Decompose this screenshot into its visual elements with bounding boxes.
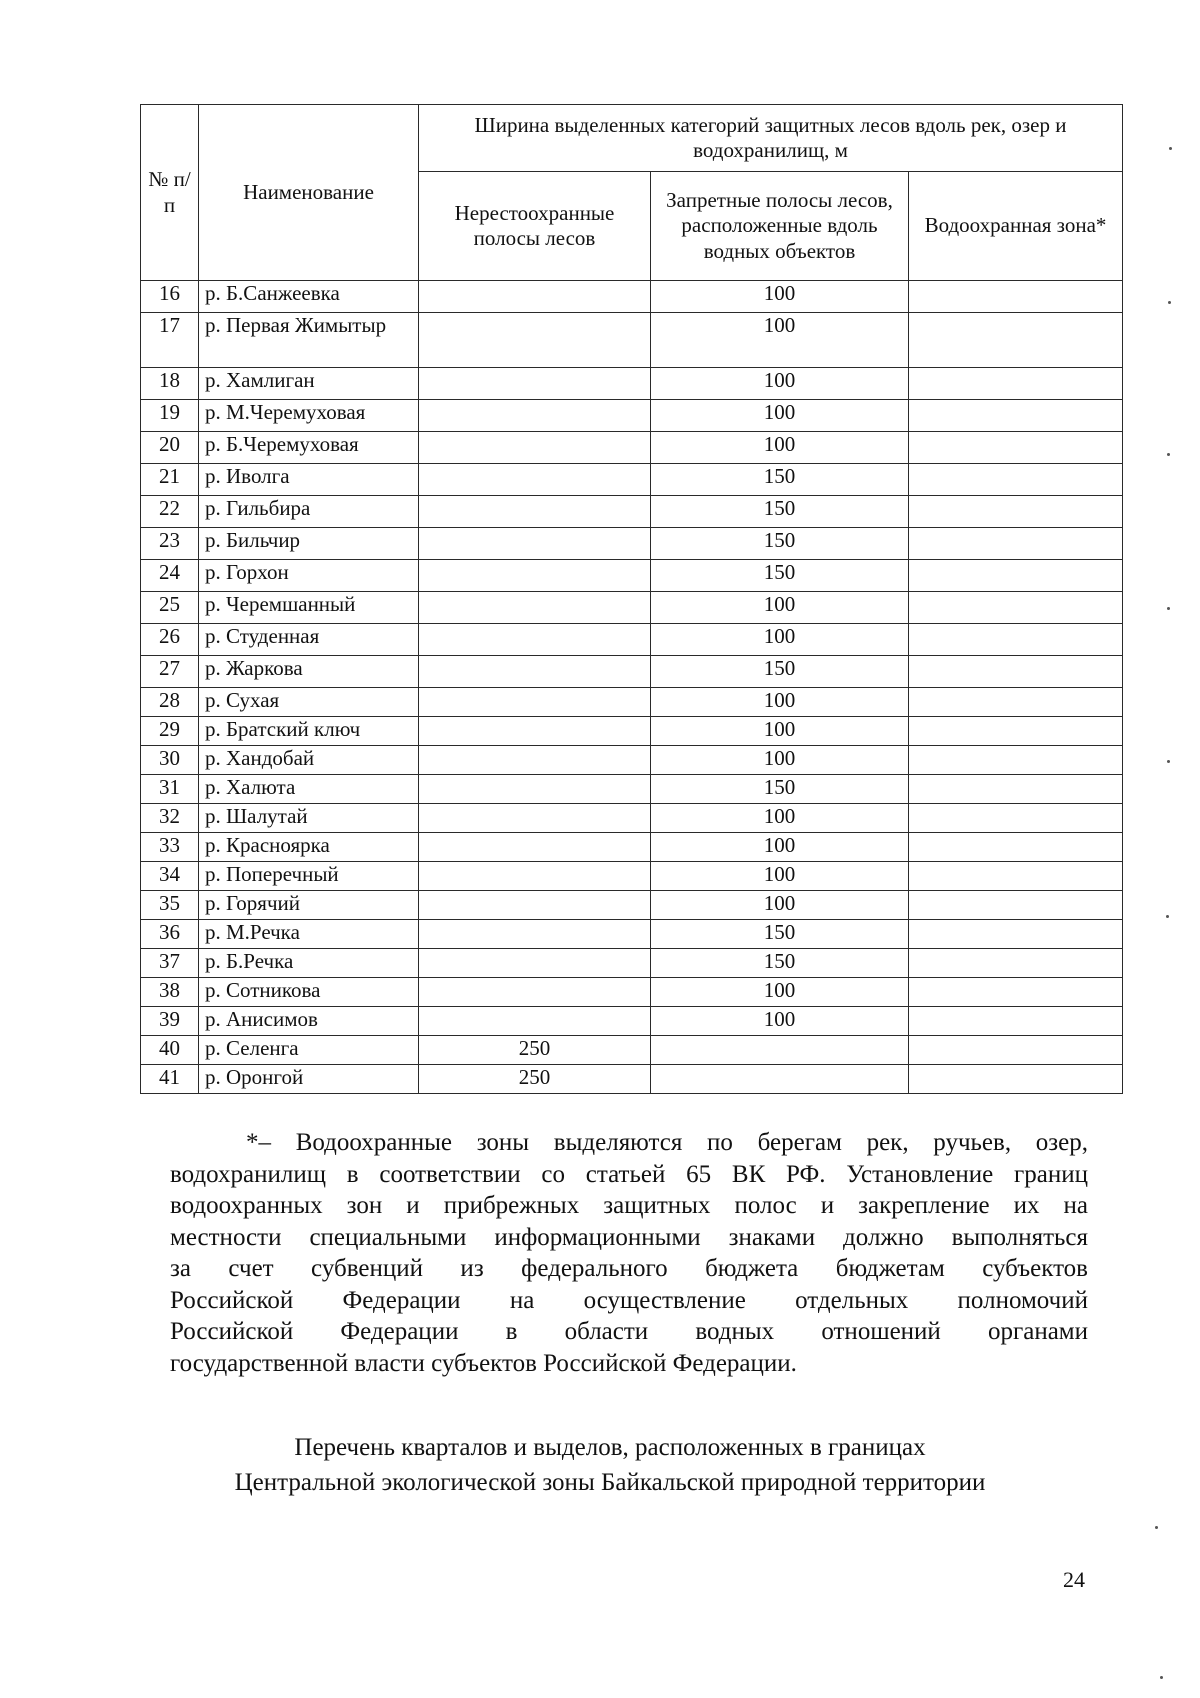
row-number-cell: 26 (141, 624, 199, 656)
scan-speck (1155, 1526, 1158, 1529)
table-row (141, 400, 1123, 432)
row-number-cell: 28 (141, 688, 199, 717)
row-number-cell: 29 (141, 717, 199, 746)
row-number-cell: 34 (141, 862, 199, 891)
prohibited-strip-cell (651, 1065, 909, 1094)
water-protection-cell (909, 281, 1123, 313)
table-row (141, 833, 1123, 862)
prohibited-strip-cell: 100 (651, 833, 909, 862)
prohibited-strip-cell: 150 (651, 920, 909, 949)
row-number-cell: 30 (141, 746, 199, 775)
river-name-cell: р. Оронгой (199, 1065, 419, 1094)
prohibited-strip-cell: 100 (651, 688, 909, 717)
water-protection-cell (909, 400, 1123, 432)
river-name-cell: р. Б.Санжеевка (199, 281, 419, 313)
table-row (141, 775, 1123, 804)
row-number-cell: 21 (141, 464, 199, 496)
table-row (141, 717, 1123, 746)
table-row (141, 496, 1123, 528)
prohibited-strip-cell: 100 (651, 368, 909, 400)
row-number-cell: 40 (141, 1036, 199, 1065)
spawning-strip-cell (419, 400, 651, 432)
prohibited-strip-cell: 100 (651, 592, 909, 624)
river-name-cell: р. Шалутай (199, 804, 419, 833)
water-protection-cell (909, 656, 1123, 688)
water-protection-cell (909, 1007, 1123, 1036)
spawning-strip-cell (419, 978, 651, 1007)
spawning-strip-cell (419, 717, 651, 746)
prohibited-strip-cell: 150 (651, 464, 909, 496)
footnote-line: государственной власти субъектов Российской Федерации. (170, 1349, 797, 1377)
river-name-cell: р. Селенга (199, 1036, 419, 1065)
table-row (141, 624, 1123, 656)
prohibited-strip-cell: 150 (651, 775, 909, 804)
spawning-strip-cell (419, 368, 651, 400)
page-number: 24 (1063, 1567, 1085, 1592)
water-protection-cell (909, 1065, 1123, 1094)
spawning-strip-cell (419, 496, 651, 528)
table-header (141, 105, 1123, 281)
spawning-strip-cell (419, 313, 651, 368)
scan-speck (1167, 453, 1170, 456)
row-number-cell: 38 (141, 978, 199, 1007)
header-prohibited-strips: Запретные полосы лесов, расположенные вдоль водных объектов (651, 172, 909, 281)
scan-speck (1160, 1676, 1163, 1679)
table-row (141, 368, 1123, 400)
table-row (141, 1007, 1123, 1036)
prohibited-strip-cell: 100 (651, 717, 909, 746)
river-name-cell: р. Красноярка (199, 833, 419, 862)
table-row (141, 1036, 1123, 1065)
footnote-line: водоохранных зон и прибрежных защитных полос и закрепление их на (170, 1192, 1088, 1219)
water-protection-cell (909, 804, 1123, 833)
prohibited-strip-cell: 150 (651, 496, 909, 528)
river-name-cell: р. Горячий (199, 891, 419, 920)
row-number-cell: 35 (141, 891, 199, 920)
row-number-cell: 22 (141, 496, 199, 528)
table-row (141, 313, 1123, 368)
header-water-protection-zone: Водоохранная зона* (909, 172, 1123, 281)
water-protection-cell (909, 528, 1123, 560)
table-row (141, 746, 1123, 775)
section-heading-line: Перечень кварталов и выделов, расположенных в границах (294, 1434, 926, 1461)
spawning-strip-cell (419, 804, 651, 833)
table-row (141, 949, 1123, 978)
spawning-strip-cell (419, 688, 651, 717)
spawning-strip-cell (419, 592, 651, 624)
scan-speck (1167, 760, 1170, 763)
river-name-cell: р. Халюта (199, 775, 419, 804)
river-name-cell: р. Студенная (199, 624, 419, 656)
river-name-cell: р. Гильбира (199, 496, 419, 528)
table-row (141, 688, 1123, 717)
row-number-cell: 39 (141, 1007, 199, 1036)
river-name-cell: р. Бильчир (199, 528, 419, 560)
prohibited-strip-cell: 100 (651, 400, 909, 432)
scan-speck (1168, 301, 1171, 304)
river-name-cell: р. М.Речка (199, 920, 419, 949)
prohibited-strip-cell: 100 (651, 891, 909, 920)
row-number-cell: 23 (141, 528, 199, 560)
row-number-cell: 32 (141, 804, 199, 833)
water-protection-cell (909, 432, 1123, 464)
table-row (141, 528, 1123, 560)
river-name-cell: р. Анисимов (199, 1007, 419, 1036)
river-name-cell: р. Сухая (199, 688, 419, 717)
water-protection-cell (909, 717, 1123, 746)
spawning-strip-cell (419, 560, 651, 592)
header-number: № п/п (141, 105, 199, 281)
protective-forests-table (140, 104, 1123, 1094)
prohibited-strip-cell: 150 (651, 560, 909, 592)
spawning-strip-cell (419, 775, 651, 804)
footnote-line: за счет субвенций из федерального бюджета бюджетам субъектов (170, 1255, 1088, 1282)
row-number-cell: 41 (141, 1065, 199, 1094)
spawning-strip-cell (419, 891, 651, 920)
river-name-cell: р. Хандобай (199, 746, 419, 775)
footnote-line: местности специальными информационными знаками должно выполняться (170, 1223, 1088, 1251)
prohibited-strip-cell: 100 (651, 1007, 909, 1036)
table-row (141, 920, 1123, 949)
row-number-cell: 37 (141, 949, 199, 978)
spawning-strip-cell (419, 1007, 651, 1036)
section-heading (130, 1430, 1090, 1500)
river-name-cell: р. М.Черемуховая (199, 400, 419, 432)
water-protection-cell (909, 891, 1123, 920)
row-number-cell: 33 (141, 833, 199, 862)
row-number-cell: 19 (141, 400, 199, 432)
row-number-cell: 20 (141, 432, 199, 464)
row-number-cell: 24 (141, 560, 199, 592)
water-protection-cell (909, 592, 1123, 624)
table-row (141, 656, 1123, 688)
table-row (141, 862, 1123, 891)
water-protection-cell (909, 688, 1123, 717)
water-protection-cell (909, 949, 1123, 978)
spawning-strip-cell (419, 528, 651, 560)
water-protection-cell (909, 920, 1123, 949)
water-protection-cell (909, 560, 1123, 592)
spawning-strip-cell (419, 281, 651, 313)
water-protection-cell (909, 862, 1123, 891)
spawning-strip-cell: 250 (419, 1065, 651, 1094)
water-protection-cell (909, 313, 1123, 368)
prohibited-strip-cell: 100 (651, 281, 909, 313)
river-name-cell: р. Первая Жимытыр (199, 313, 419, 368)
table-row (141, 891, 1123, 920)
prohibited-strip-cell: 100 (651, 804, 909, 833)
footnote-line: Российской Федерации на осуществление отдельных полномочий (170, 1286, 1088, 1314)
water-protection-cell (909, 1036, 1123, 1065)
spawning-strip-cell: 250 (419, 1036, 651, 1065)
row-number-cell: 18 (141, 368, 199, 400)
prohibited-strip-cell: 100 (651, 313, 909, 368)
row-number-cell: 16 (141, 281, 199, 313)
table-row (141, 464, 1123, 496)
river-name-cell: р. Сотникова (199, 978, 419, 1007)
row-number-cell: 36 (141, 920, 199, 949)
scan-speck (1169, 147, 1172, 150)
prohibited-strip-cell: 150 (651, 656, 909, 688)
water-protection-cell (909, 496, 1123, 528)
scan-speck (1167, 607, 1170, 610)
table-row (141, 804, 1123, 833)
spawning-strip-cell (419, 464, 651, 496)
water-protection-cell (909, 464, 1123, 496)
spawning-strip-cell (419, 624, 651, 656)
spawning-strip-cell (419, 746, 651, 775)
table-row (141, 592, 1123, 624)
spawning-strip-cell (419, 862, 651, 891)
footnote-line: водохранилищ в соответствии со статьей 65 ВК РФ. Установление границ (170, 1160, 1088, 1188)
water-protection-cell (909, 978, 1123, 1007)
spawning-strip-cell (419, 920, 651, 949)
table-row (141, 978, 1123, 1007)
row-number-cell: 31 (141, 775, 199, 804)
water-protection-cell (909, 775, 1123, 804)
river-name-cell: р. Братский ключ (199, 717, 419, 746)
table-row (141, 281, 1123, 313)
header-width-group: Ширина выделенных категорий защитных лесов вдоль рек, озер и водохранилищ, м (419, 105, 1123, 172)
table-body (141, 281, 1123, 1094)
spawning-strip-cell (419, 833, 651, 862)
river-name-cell: р. Жаркова (199, 656, 419, 688)
table-row (141, 1065, 1123, 1094)
prohibited-strip-cell: 150 (651, 949, 909, 978)
row-number-cell: 27 (141, 656, 199, 688)
prohibited-strip-cell (651, 1036, 909, 1065)
river-name-cell: р. Горхон (199, 560, 419, 592)
water-protection-cell (909, 746, 1123, 775)
header-name: Наименование (199, 105, 419, 281)
footnote-line: Российской Федерации в области водных отношений органами (170, 1318, 1088, 1345)
row-number-cell: 25 (141, 592, 199, 624)
header-spawning-strips: Нерестоохранные полосы лесов (419, 172, 651, 281)
river-name-cell: р. Поперечный (199, 862, 419, 891)
row-number-cell: 17 (141, 313, 199, 368)
prohibited-strip-cell: 100 (651, 624, 909, 656)
water-protection-cell (909, 833, 1123, 862)
spawning-strip-cell (419, 432, 651, 464)
spawning-strip-cell (419, 656, 651, 688)
river-name-cell: р. Б.Речка (199, 949, 419, 978)
table-row (141, 560, 1123, 592)
river-name-cell: р. Иволга (199, 464, 419, 496)
prohibited-strip-cell: 100 (651, 432, 909, 464)
footnote-line: *– Водоохранные зоны выделяются по берегам рек, ручьев, озер, (246, 1129, 1088, 1156)
prohibited-strip-cell: 100 (651, 862, 909, 891)
table-row (141, 432, 1123, 464)
section-heading-line: Центральной экологической зоны Байкальской природной территории (234, 1469, 986, 1496)
prohibited-strip-cell: 100 (651, 746, 909, 775)
water-protection-cell (909, 368, 1123, 400)
water-protection-cell (909, 624, 1123, 656)
spawning-strip-cell (419, 949, 651, 978)
river-name-cell: р. Б.Черемуховая (199, 432, 419, 464)
scan-speck (1166, 915, 1169, 918)
footnote (170, 1127, 1088, 1379)
prohibited-strip-cell: 150 (651, 528, 909, 560)
river-name-cell: р. Черемшанный (199, 592, 419, 624)
river-name-cell: р. Хамлиган (199, 368, 419, 400)
prohibited-strip-cell: 100 (651, 978, 909, 1007)
